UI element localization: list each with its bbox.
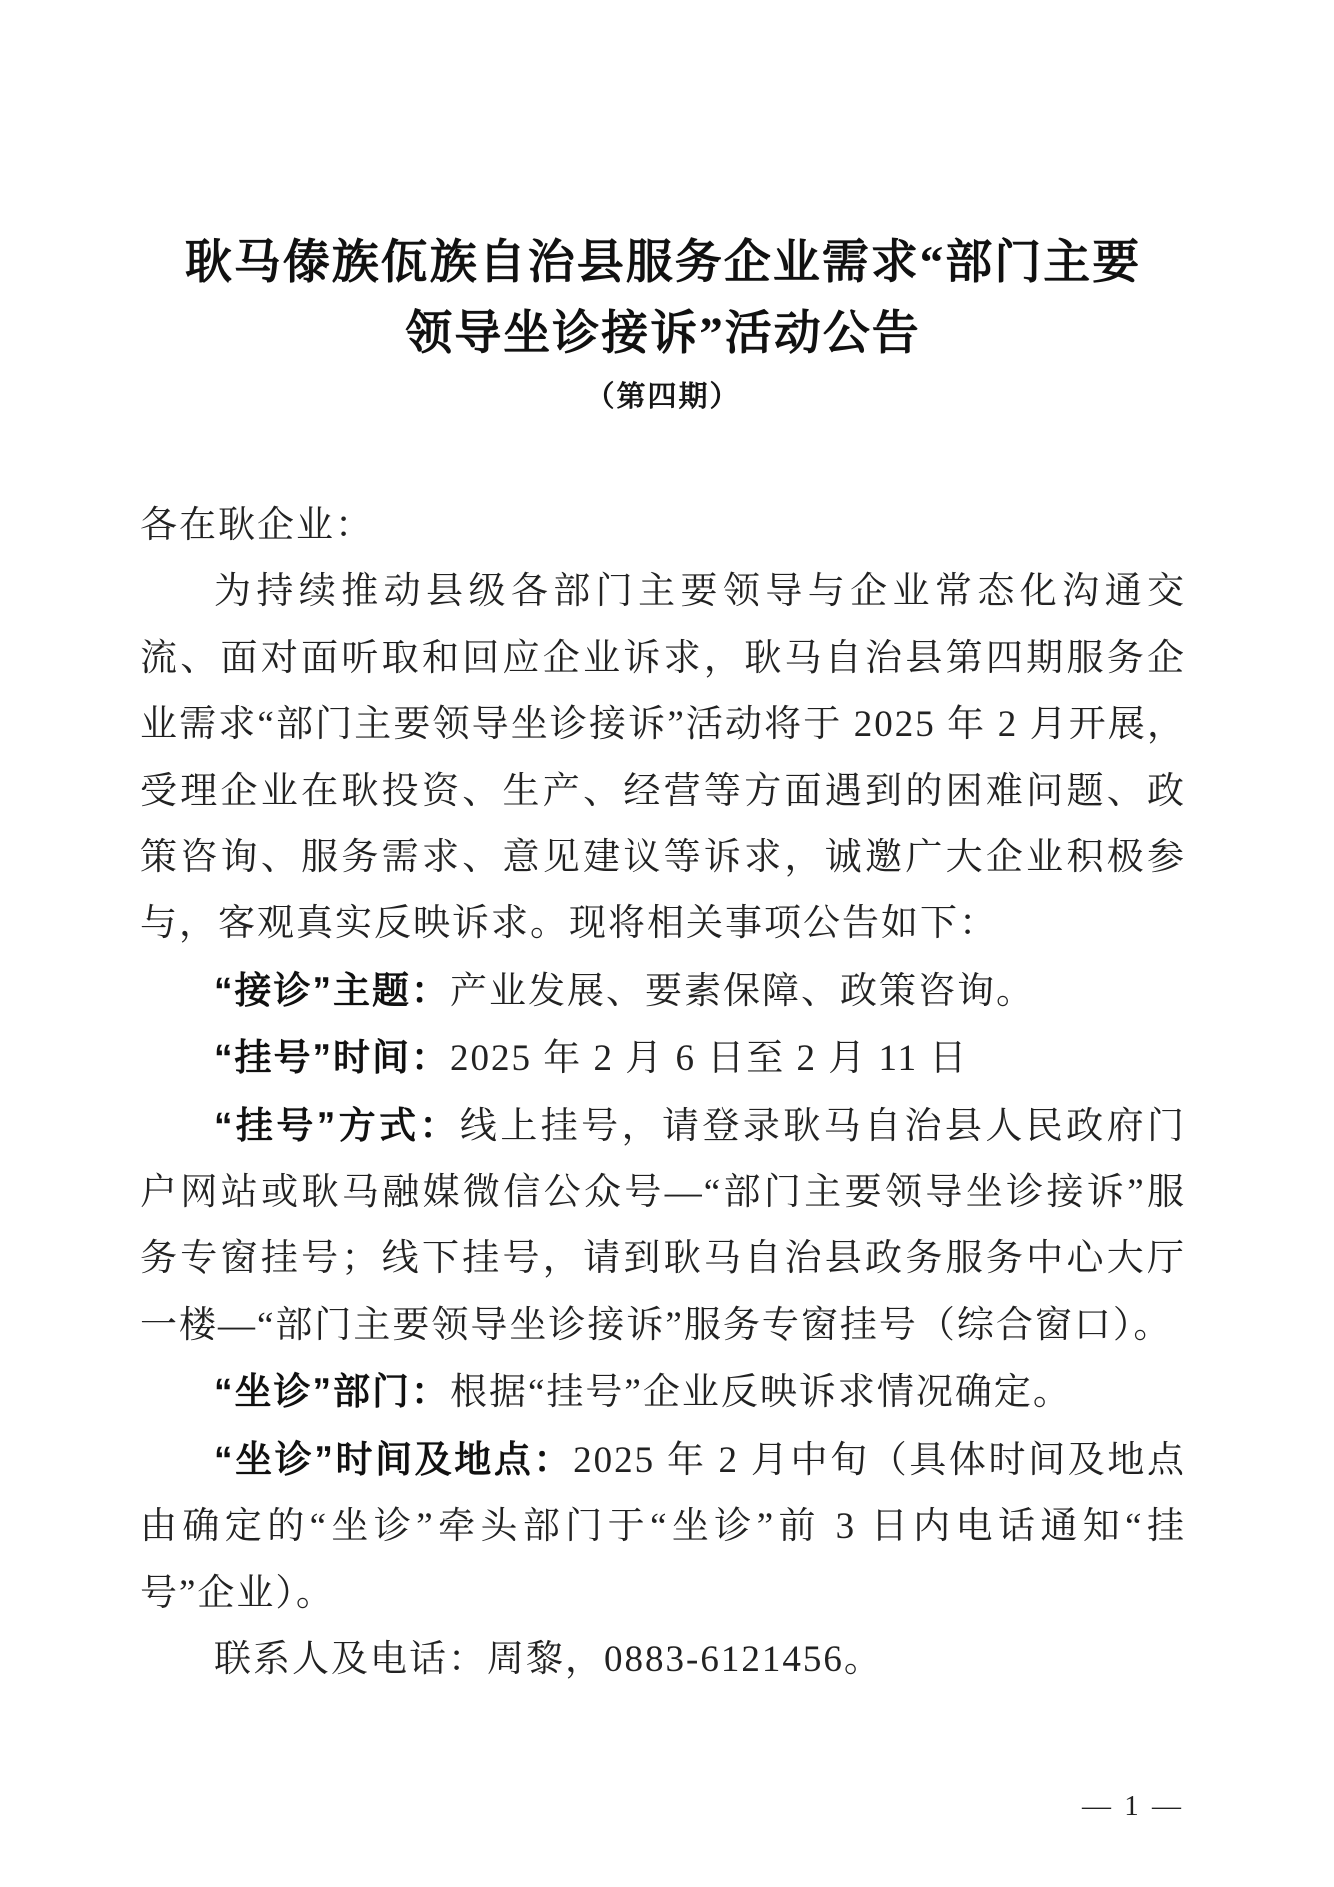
item-label: “挂号”方式： [214,1104,460,1146]
notice-item-consultation-department [140,1359,1186,1426]
item-label: “坐诊”部门： [214,1371,450,1413]
salutation: 各在耿企业： [140,505,374,546]
item-label: “坐诊”时间及地点： [214,1438,574,1480]
document-body [140,493,1186,1693]
notice-item-reception-theme [140,958,1186,1025]
document-subtitle: （第四期） [585,381,741,413]
item-label: “挂号”时间： [214,1037,450,1079]
document-title-line-2: 领导坐诊接诉”活动公告 [405,308,921,360]
document-content [140,228,1186,1693]
contact-line: 联系人及电话：周黎，0883-6121456。 [214,1638,883,1680]
intro-paragraph: 为持续推动县级各部门主要领导与企业常态化沟通交流、面对面听取和回应企业诉求，耿马自治县第四期服务企业需求“部门主要领导坐诊接诉”活动将于 2025 年 2 月开展，受理企业在耿投资、生产、经营等方面遇到的困难问题、政策咨询、服务需求、意见建议等诉求，诚邀广大企业积极参与，客观真实反映诉求。现将相关事项公告如下： [140,571,1186,945]
document-title [158,228,1168,370]
item-text: 产业发展、要素保障、政策咨询。 [450,970,1035,1012]
item-text: 根据“挂号”企业反映诉求情况确定。 [450,1372,1072,1414]
item-text: 2025 年 2 月 6 日至 2 月 11 日 [450,1038,969,1080]
notice-item-registration-method [140,1093,1186,1360]
notice-item-consultation-time-place [140,1427,1186,1627]
notice-item-registration-time [140,1025,1186,1092]
item-text: 线上挂号，请登录耿马自治县人民政府门户网站或耿马融媒微信公众号—“部门主要领导坐诊接诉”服务专窗挂号；线下挂号，请到耿马自治县政务服务中心大厅一楼—“部门主要领导坐诊接诉”服务专窗挂号（综合窗口）。 [140,1105,1187,1346]
item-text: 2025 年 2 月中旬（具体时间及地点由确定的“坐诊”牵头部门于“坐诊”前 3 日内电话通知“挂号”企业）。 [140,1439,1187,1614]
document-title-line-1: 耿马傣族佤族自治县服务企业需求“部门主要 [184,237,1142,289]
page-number: — 1 — [1082,1790,1184,1822]
item-label: “接诊”主题： [214,969,450,1011]
